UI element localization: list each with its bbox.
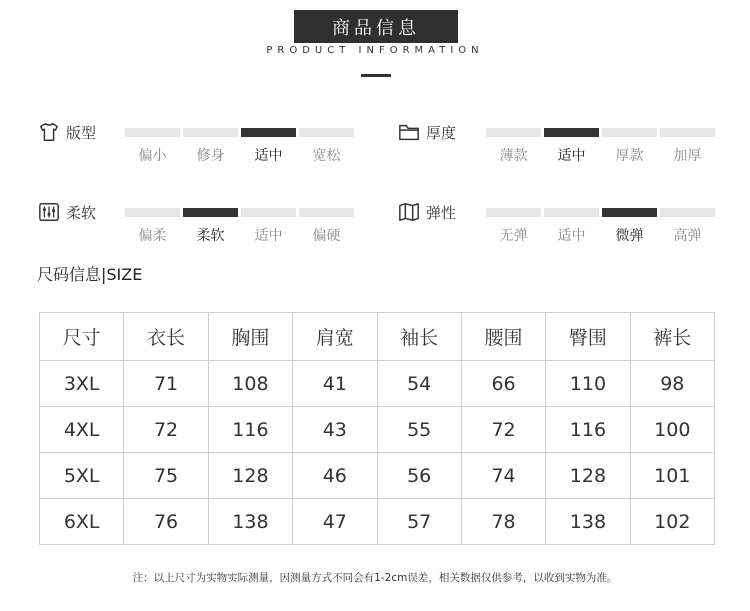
scale-option-selected: 柔软 — [183, 208, 238, 245]
attribute-label: 柔软 — [66, 203, 97, 222]
table-header: 肩宽 — [293, 313, 377, 361]
table-cell: 100 — [630, 407, 714, 453]
scale-option: 无弹 — [486, 208, 541, 245]
table-cell: 78 — [461, 499, 545, 545]
scale-option: 偏柔 — [125, 208, 180, 245]
table-cell: 75 — [124, 453, 208, 499]
table-cell: 57 — [377, 499, 461, 545]
scale-option-selected: 适中 — [544, 128, 599, 165]
table-row — [40, 407, 715, 453]
scale-option: 高弹 — [660, 208, 715, 245]
scale-option: 薄款 — [486, 128, 541, 165]
table-cell: 74 — [461, 453, 545, 499]
attribute-thickness — [398, 121, 456, 143]
map-fold-icon — [398, 201, 420, 223]
scale-option: 适中 — [544, 208, 599, 245]
table-cell: 3XL — [40, 361, 124, 407]
table-cell: 71 — [124, 361, 208, 407]
table-cell: 41 — [293, 361, 377, 407]
table-row — [40, 361, 715, 407]
table-header: 腰围 — [461, 313, 545, 361]
table-header: 臀围 — [546, 313, 630, 361]
scale-option: 加厚 — [660, 128, 715, 165]
table-cell: 43 — [293, 407, 377, 453]
table-cell: 54 — [377, 361, 461, 407]
attribute-elasticity — [398, 201, 456, 223]
folder-icon — [398, 121, 420, 143]
table-cell: 128 — [208, 453, 292, 499]
table-row — [40, 453, 715, 499]
scale-option: 厚款 — [602, 128, 657, 165]
table-cell: 138 — [208, 499, 292, 545]
table-row — [40, 499, 715, 545]
table-cell: 4XL — [40, 407, 124, 453]
attribute-label: 版型 — [66, 123, 97, 142]
scale-option: 偏硬 — [299, 208, 354, 245]
table-cell: 72 — [124, 407, 208, 453]
table-header-row — [40, 313, 715, 361]
table-cell: 76 — [124, 499, 208, 545]
table-cell: 102 — [630, 499, 714, 545]
scale-option: 修身 — [183, 128, 238, 165]
table-header: 胸围 — [208, 313, 292, 361]
attribute-label: 厚度 — [426, 123, 457, 142]
section-title: 商品信息 — [332, 17, 420, 39]
size-table — [39, 312, 715, 545]
table-cell: 116 — [546, 407, 630, 453]
section-title-banner — [294, 10, 458, 43]
table-header: 裤长 — [630, 313, 714, 361]
table-header: 尺寸 — [40, 313, 124, 361]
attribute-softness — [38, 201, 96, 223]
attribute-scale-fit — [125, 128, 354, 165]
attribute-scale-softness — [125, 208, 354, 245]
table-cell: 110 — [546, 361, 630, 407]
sliders-icon — [38, 201, 60, 223]
measurement-note: 注：以上尺寸为实物实际测量，因测量方式不同会有1-2cm误差，相关数据仅供参考，以收到实物为准。 — [132, 572, 618, 584]
attribute-fit — [38, 121, 96, 143]
scale-option: 宽松 — [299, 128, 354, 165]
tshirt-icon — [38, 121, 60, 143]
table-cell: 101 — [630, 453, 714, 499]
size-section-title: 尺码信息|SIZE — [37, 265, 143, 284]
table-cell: 55 — [377, 407, 461, 453]
scale-option-selected: 微弹 — [602, 208, 657, 245]
table-cell: 72 — [461, 407, 545, 453]
table-cell: 116 — [208, 407, 292, 453]
table-cell: 6XL — [40, 499, 124, 545]
attribute-scale-thickness — [486, 128, 715, 165]
section-subtitle: PRODUCT INFORMATION — [266, 45, 484, 56]
scale-option-selected: 适中 — [241, 128, 296, 165]
attribute-label: 弹性 — [426, 203, 457, 222]
table-cell: 5XL — [40, 453, 124, 499]
table-cell: 46 — [293, 453, 377, 499]
scale-option: 偏小 — [125, 128, 180, 165]
table-cell: 56 — [377, 453, 461, 499]
table-header: 袖长 — [377, 313, 461, 361]
table-header: 衣长 — [124, 313, 208, 361]
table-cell: 138 — [546, 499, 630, 545]
table-cell: 98 — [630, 361, 714, 407]
table-cell: 108 — [208, 361, 292, 407]
table-cell: 47 — [293, 499, 377, 545]
attribute-scale-elasticity — [486, 208, 715, 245]
title-divider — [361, 74, 391, 77]
table-cell: 128 — [546, 453, 630, 499]
scale-option: 适中 — [241, 208, 296, 245]
table-cell: 66 — [461, 361, 545, 407]
